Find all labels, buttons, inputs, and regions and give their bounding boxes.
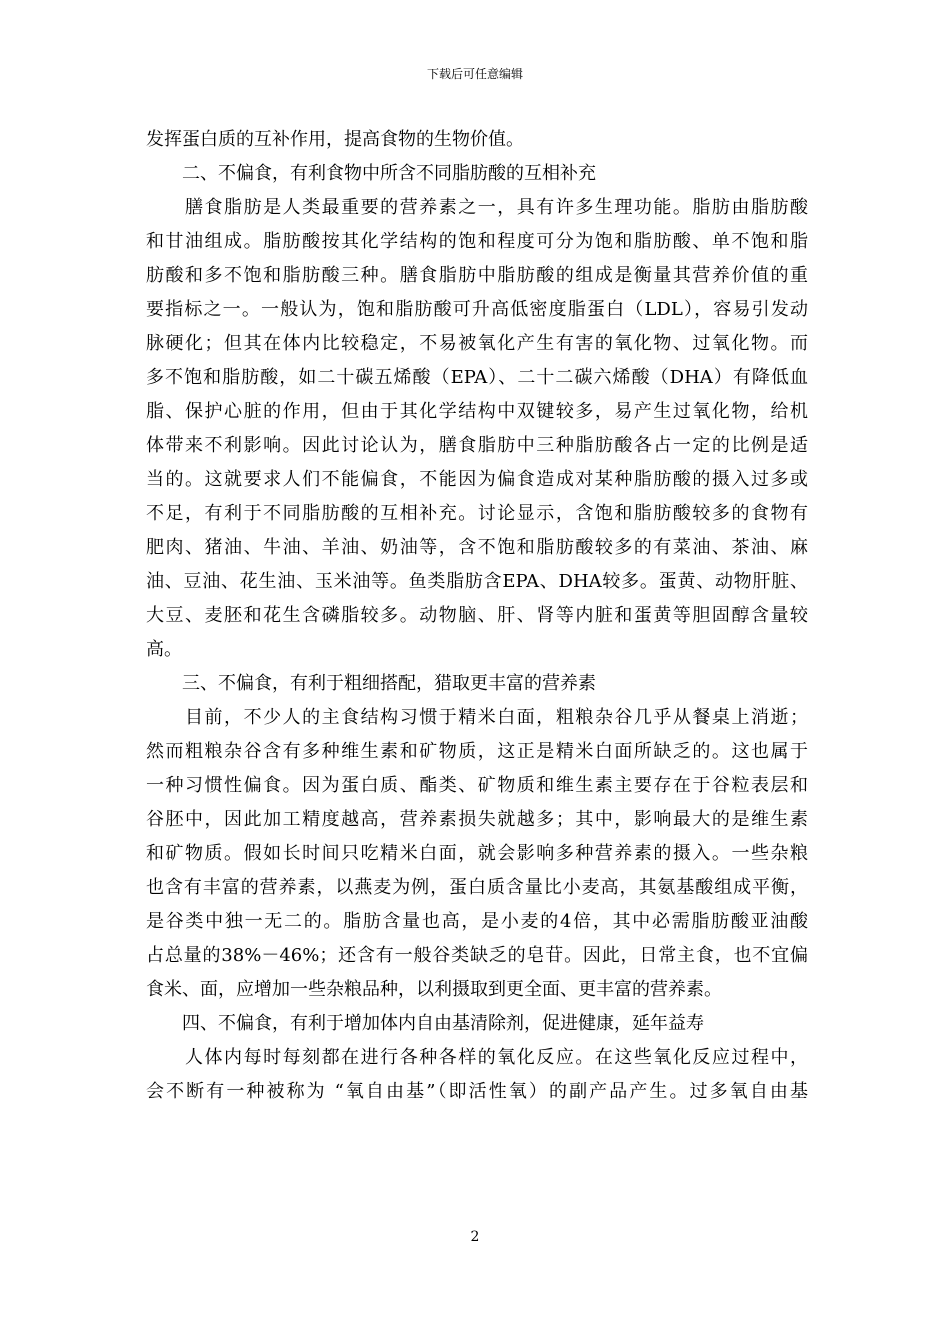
text-line: 然而粗粮杂谷含有多种维生素和矿物质，这正是精米白面所缺乏的。这也属于 (146, 741, 808, 762)
text-line: 膳食脂肪是人类最重要的营养素之一，具有许多生理功能。脂肪由脂肪酸 (146, 197, 808, 218)
text-line: 会不断有一种被称为 “氧自由基”（即活性氧）的副产品产生。过多氧自由基 (146, 1081, 808, 1102)
text-line: 脉硬化；但其在体内比较稳定，不易被氧化产生有害的氧化物、过氧化物。而 (146, 333, 808, 354)
text-line: 不足，有利于不同脂肪酸的互相补充。讨论显示，含饱和脂肪酸较多的食物有 (146, 503, 808, 524)
page-number: 2 (470, 1229, 480, 1245)
text-line: 也含有丰富的营养素，以燕麦为例，蛋白质含量比小麦高，其氨基酸组成平衡， (146, 877, 808, 898)
text-line: 和甘油组成。脂肪酸按其化学结构的饱和程度可分为饱和脂肪酸、单不饱和脂 (146, 231, 808, 252)
text-line: 二、不偏食，有利食物中所含不同脂肪酸的互相补充 (146, 163, 596, 184)
text-line: 脂、保护心脏的作用，但由于其化学结构中双键较多，易产生过氧化物，给机 (146, 401, 808, 422)
text-line: 油、豆油、花生油、玉米油等。鱼类脂肪含EPA、DHA较多。蛋黄、动物肝脏、 (146, 571, 808, 592)
page-header: 下载后可任意编辑 (426, 67, 523, 81)
text-line: 多不饱和脂肪酸，如二十碳五烯酸（EPA）、二十二碳六烯酸（DHA）有降低血 (146, 367, 808, 388)
text-line: 和矿物质。假如长时间只吃精米白面，就会影响多种营养素的摄入。一些杂粮 (146, 843, 808, 864)
text-line: 谷胚中，因此加工精度越高，营养素损失就越多；其中，影响最大的是维生素 (146, 809, 808, 830)
text-line: 三、不偏食，有利于粗细搭配，猎取更丰富的营养素 (146, 673, 596, 694)
text-line: 当的。这就要求人们不能偏食，不能因为偏食造成对某种脂肪酸的摄入过多或 (146, 469, 808, 490)
text-line: 发挥蛋白质的互补作用，提高食物的生物价值。 (146, 129, 524, 150)
text-line: 一种习惯性偏食。因为蛋白质、酯类、矿物质和维生素主要存在于谷粒表层和 (146, 775, 808, 796)
text-line: 肥肉、猪油、牛油、羊油、奶油等，含不饱和脂肪酸较多的有菜油、茶油、麻 (146, 537, 808, 558)
text-line: 要指标之一。一般认为，饱和脂肪酸可升高低密度脂蛋白（LDL），容易引发动 (146, 299, 808, 320)
text-line: 人体内每时每刻都在进行各种各样的氧化反应。在这些氧化反应过程中， (146, 1047, 808, 1068)
text-line: 占总量的38%－46%；还含有一般谷类缺乏的皂苷。因此，日常主食，也不宜偏 (146, 945, 808, 966)
text-line: 食米、面，应增加一些杂粮品种，以利摄取到更全面、更丰富的营养素。 (146, 979, 722, 1000)
text-line: 目前，不少人的主食结构习惯于精米白面，粗粮杂谷几乎从餐桌上消逝； (146, 707, 808, 728)
text-line: 大豆、麦胚和花生含磷脂较多。动物脑、肝、肾等内脏和蛋黄等胆固醇含量较 (146, 605, 808, 626)
text-line: 体带来不利影响。因此讨论认为，膳食脂肪中三种脂肪酸各占一定的比例是适 (146, 435, 808, 456)
text-line: 高。 (146, 639, 182, 660)
text-line: 四、不偏食，有利于增加体内自由基清除剂，促进健康，延年益寿 (146, 1013, 704, 1034)
text-line: 是谷类中独一无二的。脂肪含量也高，是小麦的4倍，其中必需脂肪酸亚油酸 (146, 911, 808, 932)
text-line: 肪酸和多不饱和脂肪酸三种。膳食脂肪中脂肪酸的组成是衡量其营养价值的重 (146, 265, 808, 286)
document-body (146, 126, 808, 1112)
